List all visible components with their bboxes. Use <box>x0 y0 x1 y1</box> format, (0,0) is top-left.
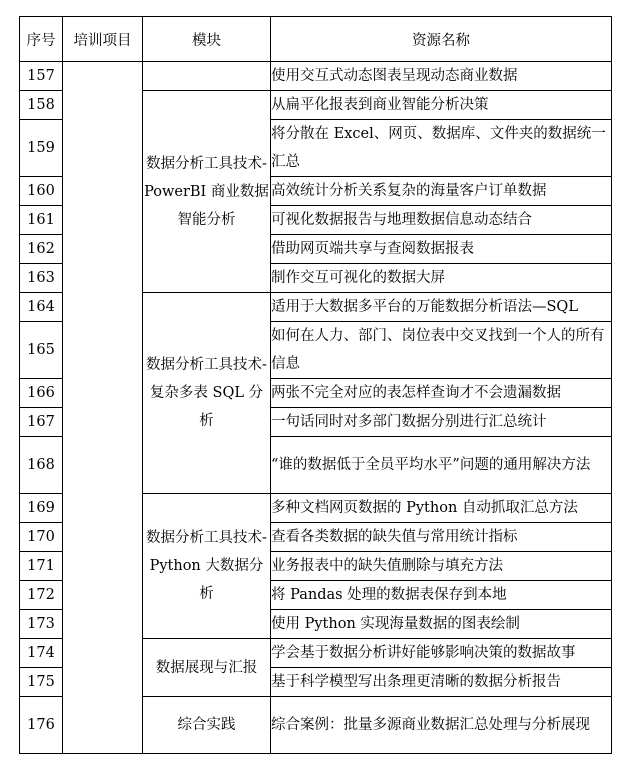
resource-name: 高效统计分析关系复杂的海量客户订单数据 <box>271 177 612 206</box>
resource-name: 两张不完全对应的表怎样查询才不会遗漏数据 <box>271 379 612 408</box>
resource-table <box>19 16 612 754</box>
row-number: 172 <box>20 581 63 610</box>
row-number: 175 <box>20 668 63 697</box>
resource-name: 综合案例：批量多源商业数据汇总处理与分析展现 <box>271 697 612 754</box>
row-number: 159 <box>20 120 63 177</box>
row-number: 170 <box>20 523 63 552</box>
row-number: 157 <box>20 62 63 91</box>
module-cell <box>143 62 271 91</box>
row-number: 167 <box>20 408 63 437</box>
resource-name: 可视化数据报告与地理数据信息动态结合 <box>271 206 612 235</box>
header-no: 序号 <box>20 17 63 62</box>
resource-name: 业务报表中的缺失值删除与填充方法 <box>271 552 612 581</box>
resource-name: “谁的数据低于全员平均水平”问题的通用解决方法 <box>271 437 612 494</box>
row-number: 171 <box>20 552 63 581</box>
row-number: 160 <box>20 177 63 206</box>
row-number: 168 <box>20 437 63 494</box>
resource-name: 从扁平化报表到商业智能分析决策 <box>271 91 612 120</box>
resource-name: 借助网页端共享与查阅数据报表 <box>271 235 612 264</box>
header-resource: 资源名称 <box>271 17 612 62</box>
row-number: 161 <box>20 206 63 235</box>
module-cell: 综合实践 <box>143 697 271 754</box>
resource-name: 基于科学模型写出条理更清晰的数据分析报告 <box>271 668 612 697</box>
project-cell <box>63 62 143 754</box>
resource-name: 查看各类数据的缺失值与常用统计指标 <box>271 523 612 552</box>
table-header-row <box>20 17 612 62</box>
row-number: 165 <box>20 322 63 379</box>
module-cell: 数据分析工具技术-Python 大数据分析 <box>143 494 271 639</box>
resource-name: 使用 Python 实现海量数据的图表绘制 <box>271 610 612 639</box>
row-number: 176 <box>20 697 63 754</box>
resource-name: 学会基于数据分析讲好能够影响决策的数据故事 <box>271 639 612 668</box>
resource-name: 将 Pandas 处理的数据表保存到本地 <box>271 581 612 610</box>
resource-name: 制作交互可视化的数据大屏 <box>271 264 612 293</box>
row-number: 164 <box>20 293 63 322</box>
row-number: 162 <box>20 235 63 264</box>
resource-name: 一句话同时对多部门数据分别进行汇总统计 <box>271 408 612 437</box>
row-number: 158 <box>20 91 63 120</box>
row-number: 173 <box>20 610 63 639</box>
row-number: 166 <box>20 379 63 408</box>
header-project: 培训项目 <box>63 17 143 62</box>
resource-name: 适用于大数据多平台的万能数据分析语法—SQL <box>271 293 612 322</box>
module-cell: 数据分析工具技术-复杂多表 SQL 分析 <box>143 293 271 494</box>
module-cell: 数据展现与汇报 <box>143 639 271 697</box>
row-number: 163 <box>20 264 63 293</box>
module-cell: 数据分析工具技术-PowerBI 商业数据智能分析 <box>143 91 271 293</box>
resource-name: 将分散在 Excel、网页、数据库、文件夹的数据统一汇总 <box>271 120 612 177</box>
header-module: 模块 <box>143 17 271 62</box>
resource-name: 如何在人力、部门、岗位表中交叉找到一个人的所有信息 <box>271 322 612 379</box>
resource-name: 使用交互式动态图表呈现动态商业数据 <box>271 62 612 91</box>
table-row <box>20 62 612 91</box>
row-number: 169 <box>20 494 63 523</box>
row-number: 174 <box>20 639 63 668</box>
resource-name: 多种文档网页数据的 Python 自动抓取汇总方法 <box>271 494 612 523</box>
